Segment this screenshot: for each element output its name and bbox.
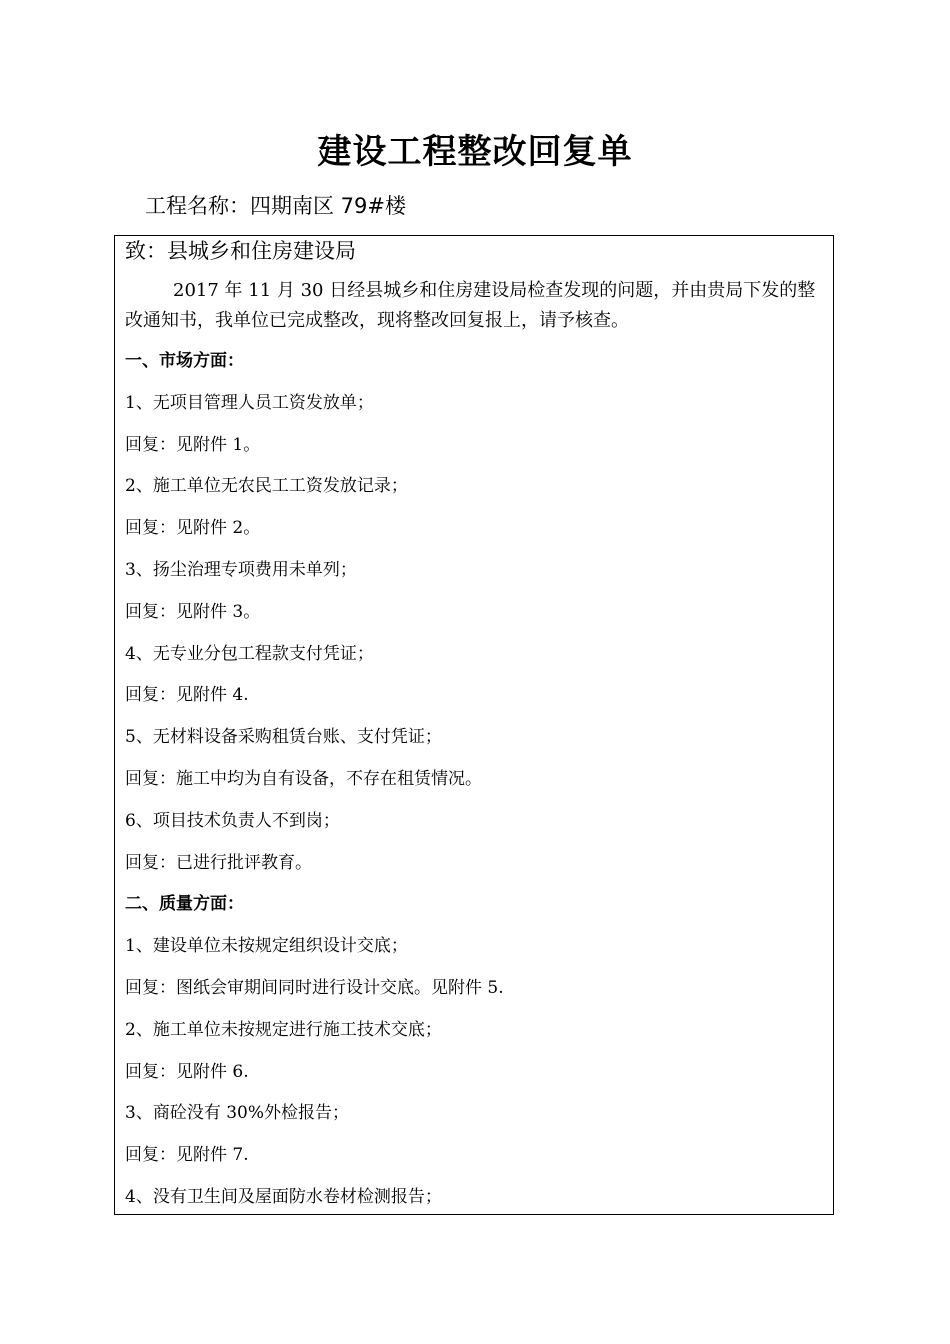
- issue-line: 6、项目技术负责人不到岗；: [125, 810, 340, 831]
- rectification-list: [125, 341, 825, 1219]
- reply-line: 回复：见附件 4.: [125, 685, 249, 706]
- issue-line: 2、施工单位无农民工工资发放记录；: [125, 476, 408, 497]
- project-label: 工程名称：: [145, 194, 250, 218]
- issue-line: 3、商砼没有 30%外检报告；: [125, 1103, 350, 1124]
- issue-line: 4、没有卫生间及屋面防水卷材检测报告；: [125, 1186, 442, 1207]
- document-title: 建设工程整改回复单: [317, 132, 633, 172]
- issue-line: 5、无材料设备采购租赁台账、支付凭证；: [125, 727, 442, 748]
- reply-line: 回复：见附件 2。: [125, 518, 261, 539]
- issue-line: 4、无专业分包工程款支付凭证；: [125, 643, 374, 664]
- addressee: 致：县城乡和住房建设局: [125, 239, 356, 263]
- project-name-line: [145, 190, 406, 222]
- reply-line: 回复：见附件 7.: [125, 1145, 249, 1166]
- intro-paragraph: 2017 年 11 月 30 日经县城乡和住房建设局检查发现的问题，并由贵局下发的整改通知书，我单位已完成整改，现将整改回复报上，请予核查。: [125, 280, 816, 331]
- issue-line: 1、无项目管理人员工资发放单；: [125, 392, 374, 413]
- reply-frame: [114, 235, 834, 1215]
- section-heading: 一、市场方面：: [125, 351, 244, 371]
- project-name: 四期南区 79#楼: [250, 194, 406, 218]
- issue-line: 2、施工单位未按规定进行施工技术交底；: [125, 1019, 442, 1040]
- issue-line: 3、扬尘治理专项费用未单列；: [125, 559, 357, 580]
- issue-line: 1、建设单位未按规定组织设计交底；: [125, 936, 408, 957]
- reply-line: 回复：见附件 3。: [125, 601, 261, 622]
- reply-line: 回复：见附件 1。: [125, 434, 261, 455]
- reply-line: 回复：图纸会审期间同时进行设计交底。见附件 5.: [125, 977, 504, 998]
- reply-line: 回复：已进行批评教育。: [125, 852, 312, 873]
- reply-line: 回复：见附件 6.: [125, 1061, 249, 1082]
- reply-line: 回复：施工中均为自有设备，不存在租赁情况。: [125, 768, 482, 789]
- section-heading: 二、质量方面：: [125, 894, 244, 915]
